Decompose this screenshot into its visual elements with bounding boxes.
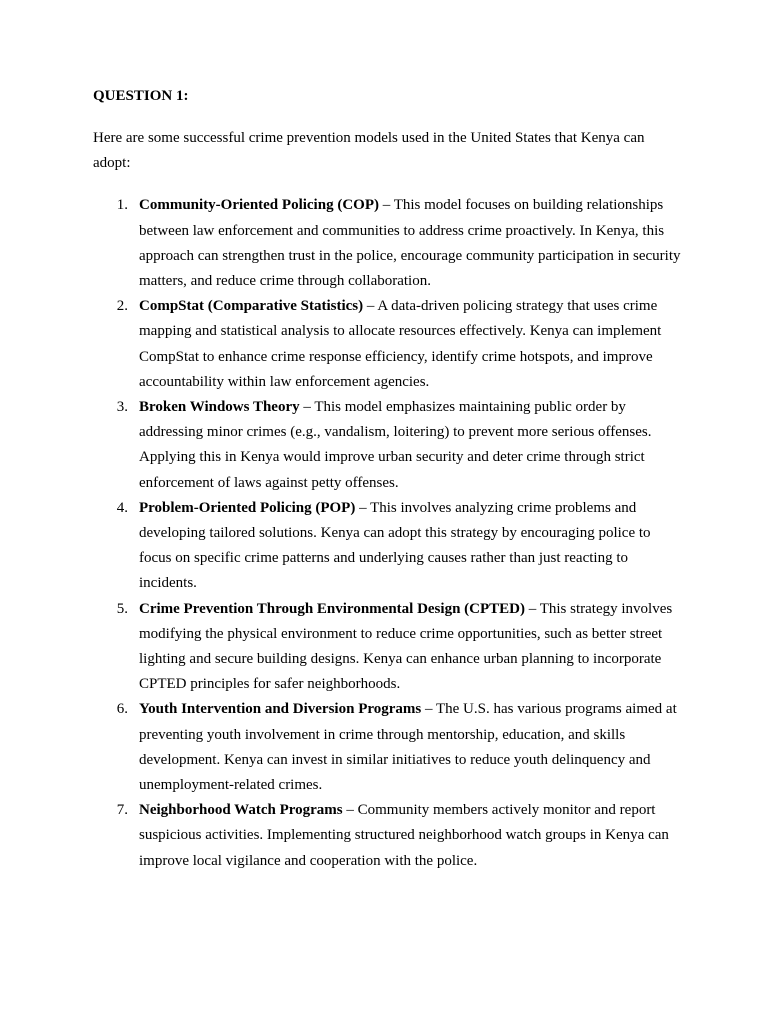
intro-paragraph: Here are some successful crime prevention models used in the United States that Kenya can adopt: [93, 130, 645, 172]
list-item-term: Youth Intervention and Diversion Programs [139, 701, 422, 718]
list-item [93, 395, 683, 496]
list-item [93, 597, 683, 698]
list-item-description: – This model focuses on building relationships between law enforcement and communities to address crime proactively. In Kenya, this approach can strengthen trust in the police, encourage community participation in security matters, and reduce crime through collaboration. [139, 197, 681, 290]
list-item-number: 6. [116, 701, 128, 718]
list-item-number: 7. [116, 802, 128, 819]
list-item [93, 193, 683, 294]
list-item-number: 3. [116, 399, 128, 416]
list-item-number: 1. [116, 197, 128, 214]
list-item [93, 697, 683, 798]
list-item-description: – This model emphasizes maintaining public order by addressing minor crimes (e.g., vandalism, loitering) to prevent more serious offenses. Applying this in Kenya would improve urban security and deter crime through strict enforcement of laws against petty offenses. [139, 399, 652, 491]
question-heading: QUESTION 1: [93, 88, 189, 104]
list-item-description: – The U.S. has various programs aimed at preventing youth involvement in crime through mentorship, education, and skills development. Kenya can invest in similar initiatives to reduce youth delinquency and unemployment-related crimes. [139, 701, 677, 794]
list-item-number: 2. [116, 298, 128, 315]
list-item-description: – A data-driven policing strategy that uses crime mapping and statistical analysis to allocate resources effectively. Kenya can implement CompStat to enhance crime response efficiency, identify crime hotspots, and improve accountability within law enforcement agencies. [139, 298, 662, 390]
list-item-term: Problem-Oriented Policing (POP) [139, 499, 356, 516]
list-item [93, 496, 683, 597]
list-item-term: Crime Prevention Through Environmental Design (CPTED) [139, 600, 525, 617]
list-item-number: 4. [116, 499, 128, 516]
list-item [93, 294, 683, 395]
list-item-description: – This strategy involves modifying the physical environment to reduce crime opportunities, such as better street lighting and secure building designs. Kenya can enhance urban planning to incorporate CPTED principles for safer neighborhoods. [139, 600, 673, 693]
list-item-number: 5. [116, 600, 128, 617]
crime-prevention-models-list [93, 193, 683, 873]
list-item-description: – Community members actively monitor and report suspicious activities. Implementing structured neighborhood watch groups in Kenya can improve local vigilance and cooperation with the police. [139, 802, 669, 869]
list-item-term: CompStat (Comparative Statistics) [139, 298, 364, 315]
document-page [93, 84, 683, 874]
list-item-term: Broken Windows Theory [139, 399, 300, 416]
list-item-description: – This involves analyzing crime problems and developing tailored solutions. Kenya can adopt this strategy by encouraging police to focus on specific crime patterns and underlying causes rather than just reacting to incidents. [139, 499, 651, 592]
list-item-term: Community-Oriented Policing (COP) [139, 197, 379, 214]
list-item-term: Neighborhood Watch Programs [139, 802, 343, 819]
list-item [93, 798, 683, 874]
